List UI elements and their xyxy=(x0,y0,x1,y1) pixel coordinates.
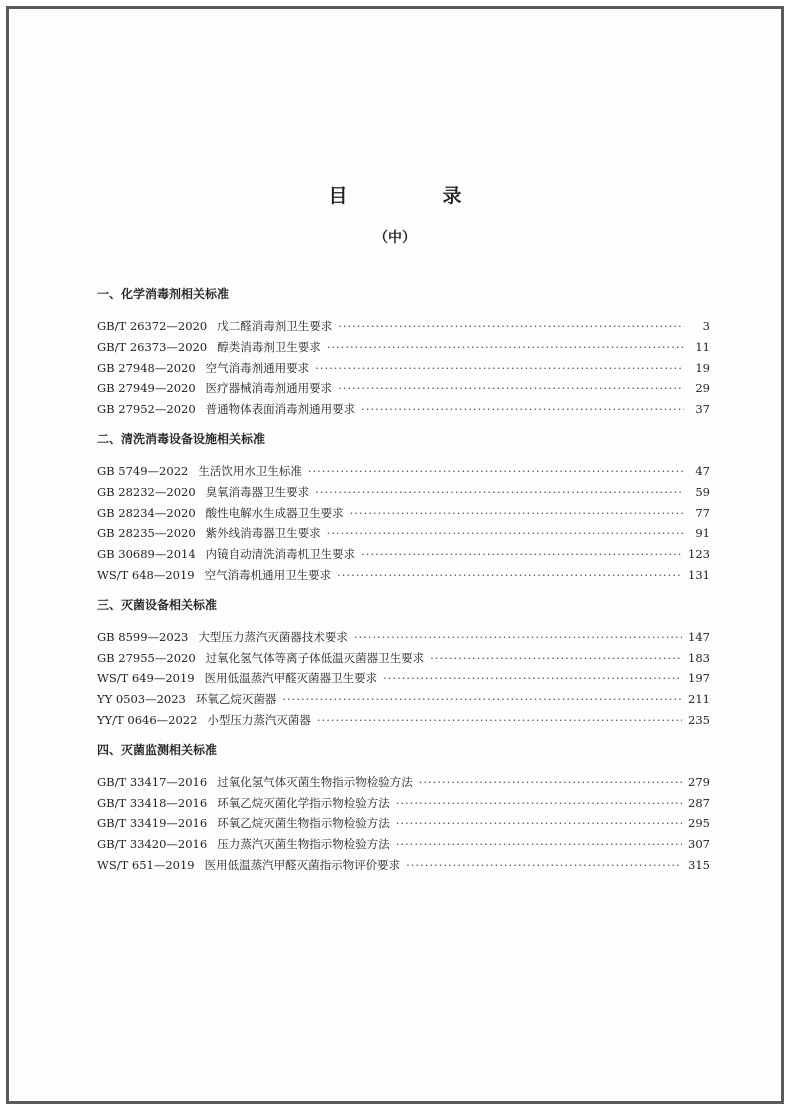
standard-title: 压力蒸汽灭菌生物指示物检验方法 xyxy=(217,837,390,852)
page-number: 29 xyxy=(695,381,710,396)
section-heading: 一、化学消毒剂相关标准 xyxy=(97,287,230,301)
page-title: 目 录 xyxy=(328,185,500,207)
dot-leader xyxy=(282,689,682,710)
standard-code: GB 27948—2020 xyxy=(97,360,196,375)
standard-code: GB/T 33419—2016 xyxy=(97,816,208,831)
standard-code: GB/T 33420—2016 xyxy=(97,837,208,852)
toc-entry[interactable] xyxy=(97,544,710,565)
toc-section xyxy=(97,286,710,420)
standard-title: 医用低温蒸汽甲醛灭菌器卫生要求 xyxy=(204,671,378,686)
standard-code: GB/T 33417—2016 xyxy=(97,774,208,789)
toc-section xyxy=(97,597,710,731)
standard-code: YY/T 0646—2022 xyxy=(97,712,198,727)
standard-title: 医疗器械消毒剂通用要求 xyxy=(205,381,333,396)
dot-leader xyxy=(419,772,682,793)
page-number: 77 xyxy=(695,505,710,520)
standard-title: 环氧乙烷灭菌化学指示物检验方法 xyxy=(217,795,390,810)
dot-leader xyxy=(308,461,684,482)
toc-entry[interactable] xyxy=(97,378,710,399)
toc-entry[interactable] xyxy=(97,337,710,358)
standard-code: GB 28234—2020 xyxy=(97,505,196,520)
standard-code: GB 30689—2014 xyxy=(97,547,196,562)
standard-title: 戊二醛消毒剂卫生要求 xyxy=(217,319,333,333)
toc-entry[interactable] xyxy=(97,793,710,814)
dot-leader xyxy=(396,813,682,834)
standard-title: 过氧化氢气体灭菌生物指示物检验方法 xyxy=(217,774,413,789)
standard-code: GB 27952—2020 xyxy=(97,402,196,417)
dot-leader xyxy=(317,710,682,731)
dot-leader xyxy=(338,316,684,337)
page-number: 315 xyxy=(688,857,710,872)
page-number: 197 xyxy=(688,671,710,686)
page-frame xyxy=(6,6,784,1104)
dot-leader xyxy=(396,834,682,855)
page-number: 183 xyxy=(688,650,710,665)
standard-code: GB 8599—2023 xyxy=(97,629,189,644)
dot-leader xyxy=(337,565,682,586)
page-number: 287 xyxy=(688,795,710,810)
standard-title: 臭氧消毒器卫生要求 xyxy=(205,484,310,499)
toc-entry[interactable] xyxy=(97,482,710,503)
standard-title: 环氧乙烷灭菌器 xyxy=(195,692,277,707)
standard-code: GB 5749—2022 xyxy=(97,463,189,478)
section-heading: 四、灭菌监测相关标准 xyxy=(97,742,218,757)
toc-entry[interactable] xyxy=(97,648,710,669)
standard-code: GB 27955—2020 xyxy=(97,650,196,665)
page-number: 307 xyxy=(688,837,710,852)
dot-leader xyxy=(315,358,684,379)
page-number: 235 xyxy=(688,712,710,727)
toc-section xyxy=(97,431,710,586)
toc-entry[interactable] xyxy=(97,461,710,482)
toc-entry[interactable] xyxy=(97,772,710,793)
standard-code: GB/T 26372—2020 xyxy=(97,319,208,333)
standard-title: 环氧乙烷灭菌生物指示物检验方法 xyxy=(217,816,390,831)
page-number: 19 xyxy=(695,360,710,375)
toc-entry[interactable] xyxy=(97,834,710,855)
standard-title: 医用低温蒸汽甲醛灭菌指示物评价要求 xyxy=(204,857,401,872)
toc-entry[interactable] xyxy=(97,855,710,876)
standard-title: 普通物体表面消毒剂通用要求 xyxy=(205,402,356,417)
standard-code: WS/T 651—2019 xyxy=(97,857,195,872)
dot-leader xyxy=(338,378,684,399)
standard-code: GB 28235—2020 xyxy=(97,526,196,541)
toc-entry[interactable] xyxy=(97,523,710,544)
page-number: 3 xyxy=(702,319,710,333)
standard-title: 空气消毒剂通用要求 xyxy=(205,360,310,375)
page-number: 295 xyxy=(688,816,710,831)
toc-entry[interactable] xyxy=(97,503,710,524)
standard-title: 醇类消毒剂卫生要求 xyxy=(217,339,321,354)
toc-entry[interactable] xyxy=(97,710,710,731)
dot-leader xyxy=(361,544,682,565)
dot-leader xyxy=(406,855,682,876)
standard-code: YY 0503—2023 xyxy=(97,692,186,707)
page-number: 91 xyxy=(695,526,710,541)
standard-code: WS/T 649—2019 xyxy=(97,671,195,686)
dot-leader xyxy=(361,399,684,420)
page-number: 59 xyxy=(695,484,710,499)
toc-entry[interactable] xyxy=(97,813,710,834)
standard-code: WS/T 648—2019 xyxy=(97,567,195,582)
standard-title: 紫外线消毒器卫生要求 xyxy=(205,526,321,541)
toc-entry[interactable] xyxy=(97,627,710,648)
page-number: 131 xyxy=(688,567,710,582)
table-of-contents xyxy=(97,286,710,887)
section-heading: 三、灭菌设备相关标准 xyxy=(97,597,218,612)
dot-leader xyxy=(354,627,682,648)
dot-leader xyxy=(327,337,684,358)
volume-subtitle: （中） xyxy=(374,230,416,246)
dot-leader xyxy=(350,503,684,524)
page-number: 123 xyxy=(688,547,710,562)
section-heading: 二、清洗消毒设备设施相关标准 xyxy=(97,431,266,446)
dot-leader xyxy=(430,648,682,669)
page-number: 37 xyxy=(695,402,710,417)
dot-leader xyxy=(327,523,684,544)
standard-code: GB/T 26373—2020 xyxy=(97,339,208,354)
toc-entry[interactable] xyxy=(97,689,710,710)
dot-leader xyxy=(383,668,682,689)
toc-entry[interactable] xyxy=(97,358,710,379)
standard-code: GB 28232—2020 xyxy=(97,484,196,499)
toc-section xyxy=(97,742,710,876)
standard-code: GB 27949—2020 xyxy=(97,381,196,396)
standard-title: 生活饮用水卫生标准 xyxy=(198,463,302,478)
page-number: 11 xyxy=(695,339,710,354)
standard-title: 空气消毒机通用卫生要求 xyxy=(204,567,332,582)
standard-title: 过氧化氢气体等离子体低温灭菌器卫生要求 xyxy=(205,650,425,665)
dot-leader xyxy=(315,482,684,503)
standard-title: 大型压力蒸汽灭菌器技术要求 xyxy=(198,629,348,644)
standard-title: 内镜自动清洗消毒机卫生要求 xyxy=(205,547,356,562)
page-number: 47 xyxy=(695,463,710,478)
standard-title: 酸性电解水生成器卫生要求 xyxy=(205,505,344,520)
toc-entry[interactable] xyxy=(97,565,710,586)
dot-leader xyxy=(396,793,682,814)
page-number: 279 xyxy=(688,774,710,789)
toc-entry[interactable] xyxy=(97,316,710,337)
standard-title: 小型压力蒸汽灭菌器 xyxy=(207,712,311,727)
page-number: 211 xyxy=(688,692,710,707)
toc-entry[interactable] xyxy=(97,399,710,420)
toc-entry[interactable] xyxy=(97,668,710,689)
page-number: 147 xyxy=(688,629,710,644)
standard-code: GB/T 33418—2016 xyxy=(97,795,208,810)
